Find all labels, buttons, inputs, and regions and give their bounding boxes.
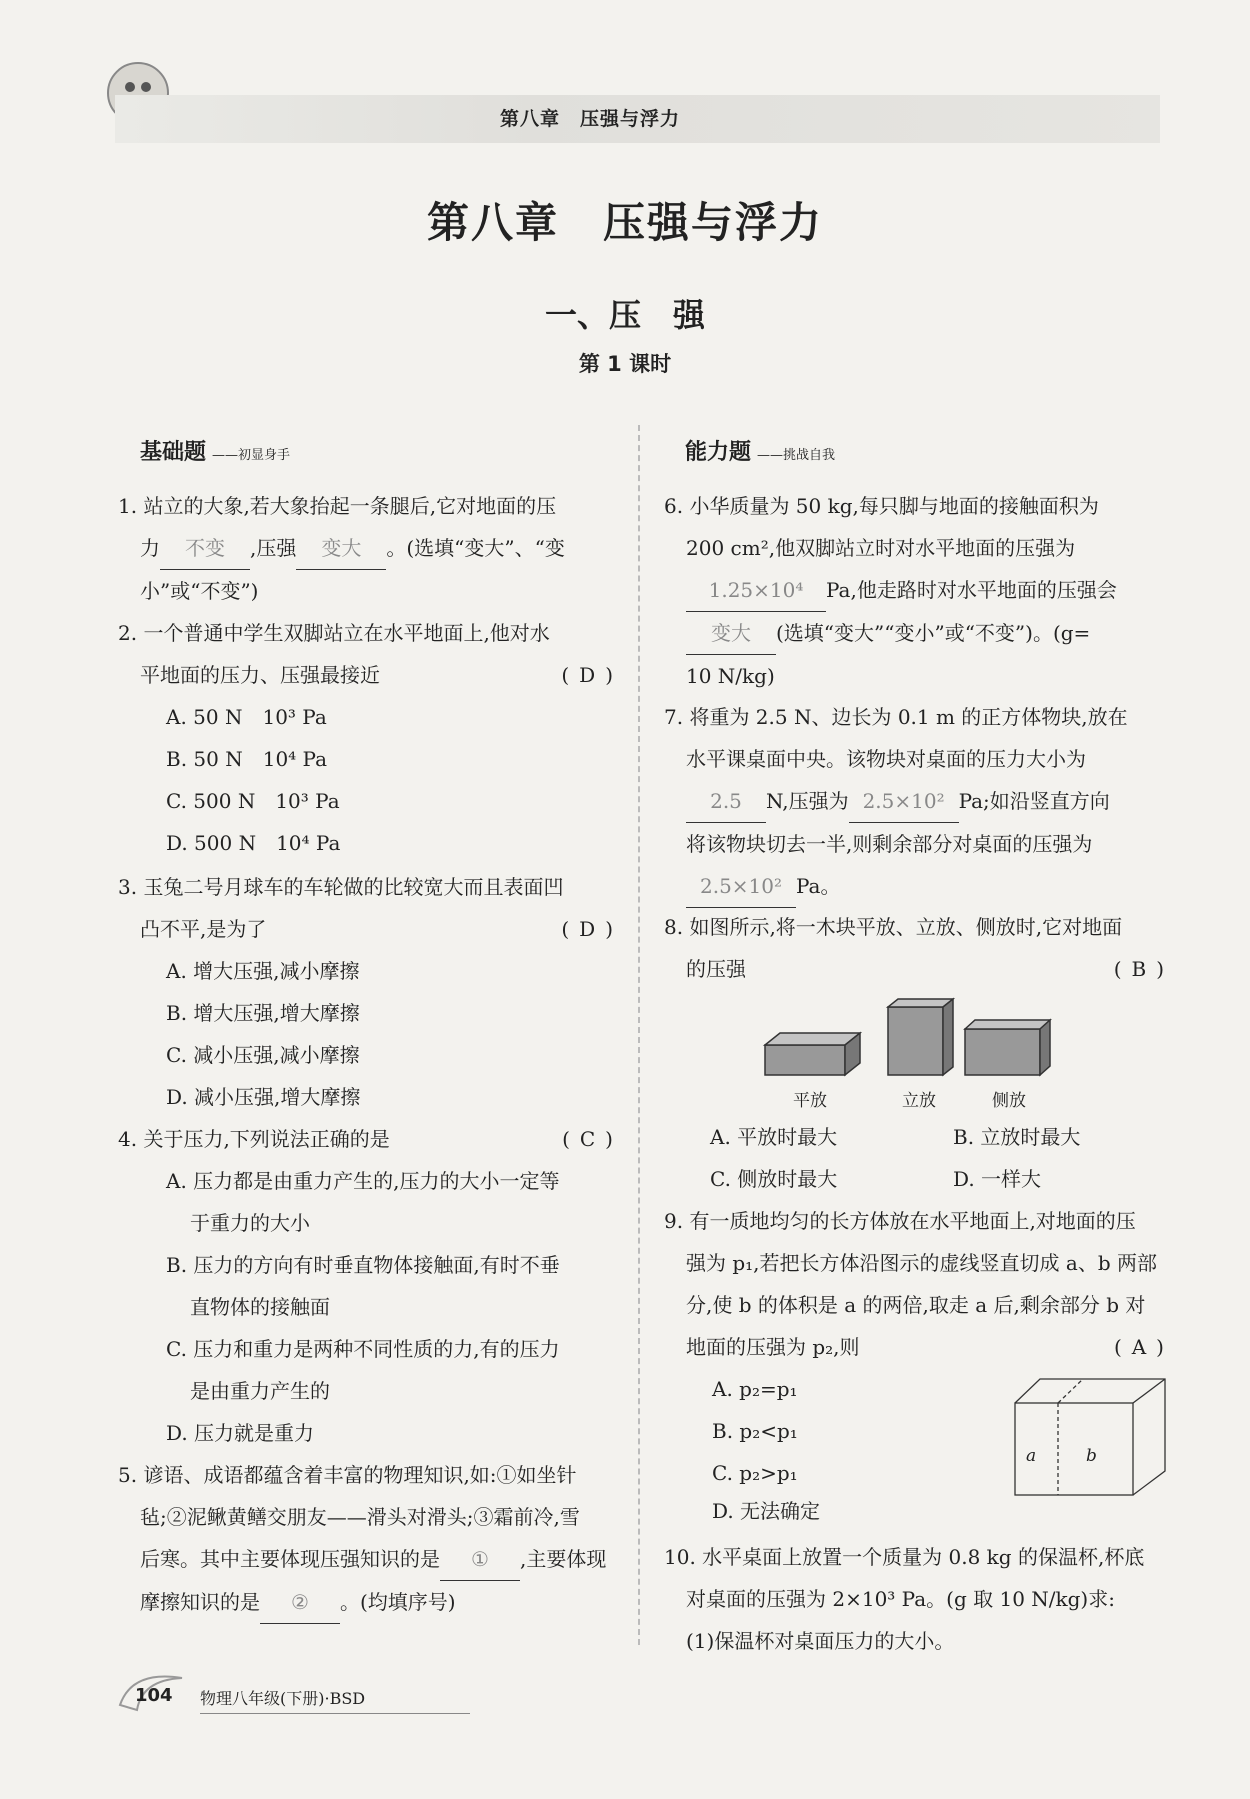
ability-heading-sub: ——挑战自我: [757, 448, 836, 463]
q7-text: Pa;如沿竖直方向: [958, 789, 1110, 813]
q10-line: (1)保温杯对桌面压力的大小。: [686, 1629, 955, 1653]
cuboid-label-b: b: [1086, 1446, 1097, 1466]
q9-option-b: B. p₂<p₁: [712, 1419, 798, 1443]
q4-option-a-cont: 于重力的大小: [190, 1211, 310, 1235]
q8-option-c: C. 侧放时最大: [710, 1167, 838, 1191]
q8-option-b: B. 立放时最大: [953, 1125, 1081, 1149]
q4-line: 4. 关于压力,下列说法正确的是: [118, 1127, 390, 1151]
q5-text: 后寒。其中主要体现压强知识的是: [140, 1547, 440, 1571]
q7-line: 将该物块切去一半,则剩余部分对桌面的压强为: [686, 832, 1093, 856]
q2-option-d: D. 500 N 10⁴ Pa: [166, 831, 341, 855]
q8-line: 的压强: [686, 957, 746, 981]
page-number: 104: [135, 1685, 173, 1706]
column-divider: [638, 425, 640, 1645]
q2-option-c: C. 500 N 10³ Pa: [166, 789, 340, 813]
q1-line: 小”或“不变”): [140, 579, 259, 603]
question-2: [118, 612, 623, 864]
q6-blank-1: 1.25×10⁴: [686, 569, 826, 612]
q1-blank-1: 不变: [160, 527, 250, 570]
question-7: [664, 696, 1174, 908]
q2-option-a: A. 50 N 10³ Pa: [166, 705, 327, 729]
q2-answer: (D): [561, 663, 623, 687]
q4-option-d: D. 压力就是重力: [166, 1421, 315, 1445]
q8-option-a: A. 平放时最大: [710, 1125, 838, 1149]
q5-text: 摩擦知识的是: [140, 1590, 260, 1614]
question-8: [664, 906, 1174, 990]
q9-line: 9. 有一质地均匀的长方体放在水平地面上,对地面的压: [664, 1209, 1136, 1233]
q4-option-b-cont: 直物体的接触面: [190, 1295, 330, 1319]
cuboid-label-a: a: [1026, 1446, 1037, 1466]
q9-line: 分,使 b 的体积是 a 的两倍,取走 a 后,剩余部分 b 对: [686, 1293, 1146, 1317]
q1-text: 。(选填“变大”、“变: [386, 536, 565, 560]
chapter-title: 第八章 压强与浮力: [426, 198, 823, 247]
q2-option-b: B. 50 N 10⁴ Pa: [166, 747, 328, 771]
q5-blank-1: ①: [440, 1538, 520, 1581]
running-header: 第八章 压强与浮力: [500, 108, 681, 130]
figure-label-side: 侧放: [992, 1091, 1026, 1111]
lesson-title: 第 1 课时: [578, 352, 672, 376]
q4-option-c-cont: 是由重力产生的: [190, 1379, 330, 1403]
q6-line: 6. 小华质量为 50 kg,每只脚与地面的接触面积为: [664, 494, 1099, 518]
q8-option-d: D. 一样大: [953, 1167, 1042, 1191]
q3-line: 凸不平,是为了: [140, 917, 267, 941]
q9-line: 强为 p₁,若把长方体沿图示的虚线竖直切成 a、b 两部: [686, 1251, 1157, 1275]
q7-line: 水平课桌面中央。该物块对桌面的压力大小为: [686, 747, 1086, 771]
q7-blank-3: 2.5×10²: [686, 865, 796, 908]
q5-line: 毡;②泥鳅黄鳝交朋友——滑头对滑头;③霜前冷,雪: [140, 1505, 580, 1529]
basic-heading-sub: ——初显身手: [212, 448, 291, 463]
q6-blank-2: 变大: [686, 612, 776, 655]
q6-line: 10 N/kg): [686, 664, 775, 688]
question-1: [118, 485, 623, 612]
q5-text: ,主要体现: [520, 1547, 607, 1571]
q3-option-c: C. 减小压强,减小摩擦: [166, 1043, 360, 1067]
question-4: [118, 1118, 623, 1454]
q5-text: 。(均填序号): [340, 1590, 456, 1614]
ability-heading-label: 能力题: [685, 440, 752, 465]
q6-text: Pa,他走路时对水平地面的压强会: [826, 578, 1117, 602]
q3-option-d: D. 减小压强,增大摩擦: [166, 1085, 361, 1109]
cuboid-figure: [1010, 1375, 1170, 1500]
question-5: [118, 1454, 623, 1624]
q9-answer: (A): [1113, 1335, 1174, 1359]
q9-line: 地面的压强为 p₂,则: [686, 1335, 860, 1359]
q3-answer: (D): [561, 917, 623, 941]
q4-answer: (C): [562, 1127, 623, 1151]
ability-section-heading: [685, 435, 835, 466]
q10-line: 对桌面的压强为 2×10³ Pa。(g 取 10 N/kg)求:: [686, 1587, 1115, 1611]
q7-text: Pa。: [796, 874, 841, 898]
q4-option-b: B. 压力的方向有时垂直物体接触面,有时不垂: [166, 1253, 560, 1277]
q7-blank-2: 2.5×10²: [849, 780, 959, 823]
q6-line: 200 cm²,他双脚站立时对水平地面的压强为: [686, 536, 1076, 560]
q1-text: ,压强: [250, 536, 297, 560]
q7-line: 7. 将重为 2.5 N、边长为 0.1 m 的正方体物块,放在: [664, 705, 1128, 729]
q2-line: 2. 一个普通中学生双脚站立在水平地面上,他对水: [118, 621, 550, 645]
q6-text: (选填“变大”“变小”或“不变”)。(g=: [776, 621, 1091, 645]
q7-text: N,压强为: [766, 789, 849, 813]
q1-line-2: [118, 527, 623, 570]
question-10: [664, 1536, 1184, 1662]
q9-option-d: D. 无法确定: [712, 1499, 821, 1523]
q9-option-a: A. p₂=p₁: [712, 1377, 798, 1401]
q1-line: 1. 站立的大象,若大象抬起一条腿后,它对地面的压: [118, 494, 557, 518]
q8-options: [710, 1116, 1180, 1200]
q8-line: 8. 如图所示,将一木块平放、立放、侧放时,它对地面: [664, 915, 1123, 939]
figure-label-upright: 立放: [902, 1091, 936, 1111]
q3-option-b: B. 增大压强,增大摩擦: [166, 1001, 360, 1025]
q8-answer: (B): [1113, 957, 1174, 981]
question-3: [118, 866, 623, 1118]
question-6: [664, 485, 1174, 697]
q10-line: 10. 水平桌面上放置一个质量为 0.8 kg 的保温杯,杯底: [664, 1545, 1145, 1569]
q3-option-a: A. 增大压强,减小摩擦: [166, 959, 360, 983]
section-title: 一、压 强: [544, 296, 705, 334]
q3-line: 3. 玉兔二号月球车的车轮做的比较宽大而且表面凹: [118, 875, 564, 899]
q5-blank-2: ②: [260, 1581, 340, 1624]
q4-option-a: A. 压力都是由重力产生的,压力的大小一定等: [166, 1169, 560, 1193]
basic-section-heading: [140, 435, 290, 466]
basic-heading-label: 基础题: [140, 440, 207, 465]
q9-option-c: C. p₂>p₁: [712, 1461, 798, 1485]
q2-line: 平地面的压力、压强最接近: [140, 663, 380, 687]
q4-option-c: C. 压力和重力是两种不同性质的力,有的压力: [166, 1337, 560, 1361]
q7-blank-1: 2.5: [686, 780, 766, 823]
figure-label-flat: 平放: [793, 1091, 827, 1111]
q1-text: 力: [140, 536, 160, 560]
book-title-footer: 物理八年级(下册)·BSD: [200, 1686, 470, 1714]
q5-line: 5. 谚语、成语都蕴含着丰富的物理知识,如:①如坐针: [118, 1463, 577, 1487]
q1-blank-2: 变大: [296, 527, 386, 570]
